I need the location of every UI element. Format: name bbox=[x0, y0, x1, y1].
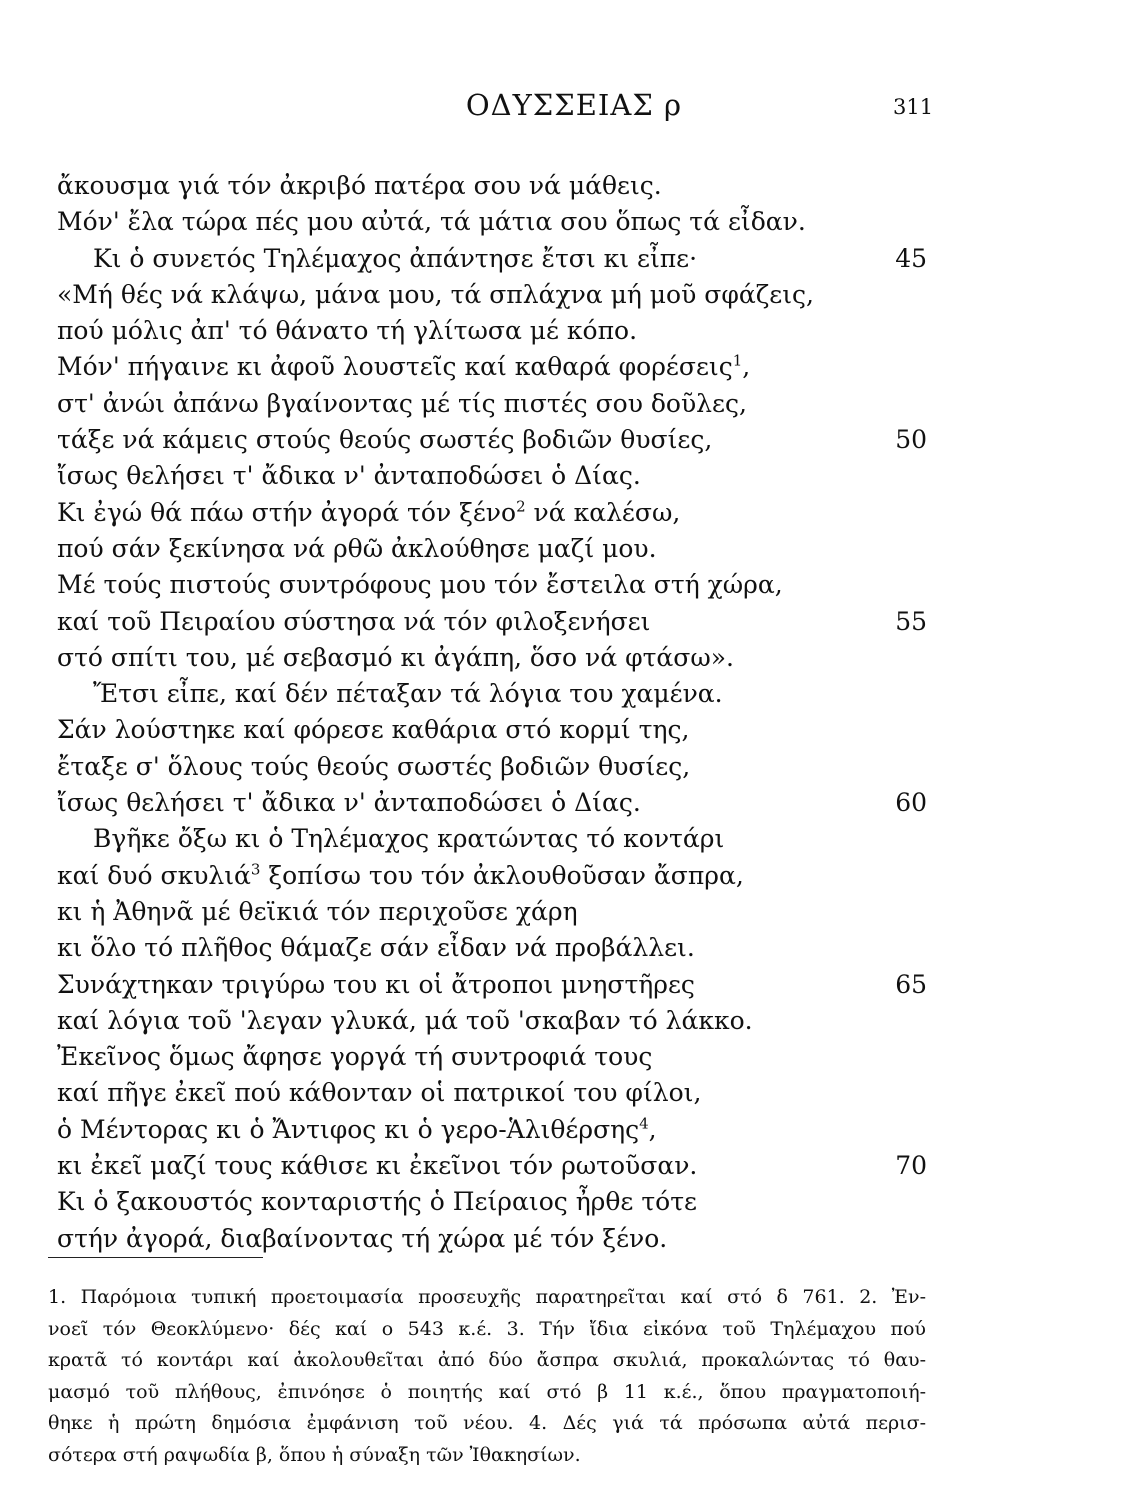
verse-line bbox=[57, 495, 927, 531]
footnote-marker: 3 bbox=[250, 860, 261, 879]
footnote-marker: 2 bbox=[516, 497, 526, 516]
footnote-line: θηκε ἡ πρώτη δημόσια ἐμφάνιση τοῦ νέου. 4. Δές γιά τά πρόσωπα αὐτά περισ- bbox=[48, 1412, 926, 1434]
verse-line bbox=[57, 930, 927, 966]
verse-line bbox=[57, 422, 927, 458]
verse-text: στήν ἀγορά, διαβαίνοντας τή χώρα μέ τόν ξένο. bbox=[57, 1223, 668, 1253]
verse-line bbox=[57, 676, 927, 712]
footnote-line: 1. Παρόμοια τυπική προετοιμασία προσευχῆς παρατηρεῖται καί στό δ 761. 2. Ἐν- bbox=[48, 1286, 926, 1308]
verse-line bbox=[57, 894, 927, 930]
verse-text: Ἐκεῖνος ὅμως ἄφησε γοργά τή συντροφιά τους bbox=[57, 1042, 653, 1072]
verse-line bbox=[57, 1039, 927, 1075]
footnotes bbox=[48, 1282, 926, 1471]
footnote-marker: 4 bbox=[639, 1114, 649, 1133]
verse-text: Μέ τούς πιστούς συντρόφους μου τόν ἔστειλα στή χώρα, bbox=[57, 570, 783, 600]
verse-line bbox=[57, 1112, 927, 1148]
verse-text: ἄκουσμα γιά τόν ἀκριβό πατέρα σου νά μάθεις. bbox=[57, 171, 662, 200]
verse-line bbox=[57, 604, 927, 640]
verse-line bbox=[57, 168, 927, 204]
footnote-line: νοεῖ τόν Θεοκλύμενο· δές καί ο 543 κ.έ. 3. Τήν ἴδια εἰκόνα τοῦ Τηλέμαχου πού bbox=[48, 1317, 926, 1340]
line-number: 65 bbox=[895, 969, 927, 999]
page-number: 311 bbox=[893, 95, 934, 119]
verse-line bbox=[57, 1221, 927, 1257]
verse-text: ἴσως θελήσει τ' ἄδικα ν' ἀνταποδώσει ὁ Δίας. bbox=[57, 788, 641, 818]
verse-line bbox=[57, 749, 927, 785]
verse-line bbox=[57, 241, 927, 277]
verse-text: Συνάχτηκαν τριγύρω του κι οἱ ἄτροποι μνηστῆρες bbox=[57, 969, 695, 999]
verse-line bbox=[57, 1075, 927, 1111]
footnote-rule bbox=[48, 1257, 263, 1258]
verse-text: πού σάν ξεκίνησα νά ρθῶ ἀκλούθησε μαζί μου. bbox=[57, 533, 657, 563]
verse-text: κι ὅλο τό πλῆθος θάμαζε σάν εἶδαν νά προβάλλει. bbox=[57, 933, 695, 963]
verse-line bbox=[57, 967, 927, 1003]
line-number: 70 bbox=[895, 1151, 927, 1181]
verse-line bbox=[57, 313, 927, 349]
verse-text: Κι ὁ ξακουστός κονταριστής ὁ Πείραιος ἦρθε τότε bbox=[57, 1187, 697, 1217]
verse-text: Κι ὁ συνετός Τηλέμαχος ἀπάντησε ἔτσι κι εἶπε· bbox=[93, 243, 698, 273]
verse-text: καί δυό σκυλιά$^3$ ξοπίσω του τόν ἀκλουθοῦσαν ἄσπρα, bbox=[57, 860, 744, 890]
line-number: 55 bbox=[895, 606, 927, 636]
verse-line bbox=[57, 204, 927, 240]
verse-text: Κι ἐγώ θά πάω στήν ἀγορά τόν ξένο$^2$ νά καλέσω, bbox=[57, 497, 681, 527]
verse-text: κι ἐκεῖ μαζί τους κάθισε κι ἐκεῖνοι τόν ρωτοῦσαν. bbox=[57, 1151, 698, 1181]
verse-line bbox=[57, 349, 927, 385]
verse-line bbox=[57, 1184, 927, 1220]
verse-line bbox=[57, 858, 927, 894]
verse-text: Ἔτσι εἶπε, καί δέν πέταξαν τά λόγια του χαμένα. bbox=[93, 679, 723, 709]
verse-text: ὁ Μέντορας κι ὁ Ἄντιφος κι ὁ γερο-Ἁλιθέρσης$^4$, bbox=[57, 1114, 657, 1144]
line-number: 60 bbox=[895, 788, 927, 818]
verse-text: καί πῆγε ἐκεῖ πού κάθονταν οἱ πατρικοί του φίλοι, bbox=[57, 1078, 702, 1108]
verse-text: καί λόγια τοῦ 'λεγαν γλυκά, μά τοῦ 'σκαβαν τό λάκκο. bbox=[57, 1005, 753, 1035]
verse-text: Βγῆκε ὄξω κι ὁ Τηλέμαχος κρατώντας τό κοντάρι bbox=[93, 824, 725, 854]
verse-line bbox=[57, 277, 927, 313]
verse-text: στό σπίτι του, μέ σεβασμό κι ἀγάπη, ὅσο νά φτάσω». bbox=[57, 642, 734, 672]
running-title: ΟΔΥΣΣΕΙΑΣ ρ bbox=[465, 88, 683, 122]
line-number: 45 bbox=[895, 243, 927, 273]
verse-line bbox=[57, 567, 927, 603]
footnote-line: σότερα στή ραψωδία β, ὅπου ἡ σύναξη τῶν Ἰθακησίων. bbox=[48, 1443, 581, 1466]
verse-text: ἔταξε σ' ὅλους τούς θεούς σωστές βοδιῶν θυσίες, bbox=[57, 751, 691, 781]
verse-text: κι ἡ Ἀθηνᾶ μέ θεϊκιά τόν περιχοῦσε χάρη bbox=[57, 896, 578, 926]
verse-text: καί τοῦ Πειραίου σύστησα νά τόν φιλοξενήσει bbox=[57, 606, 651, 636]
verse-text: τάξε νά κάμεις στούς θεούς σωστές βοδιῶν θυσίες, bbox=[57, 425, 713, 455]
verse-block bbox=[57, 168, 927, 1257]
verse-text: στ' ἀνώι ἀπάνω βγαίνοντας μέ τίς πιστές σου δοῦλες, bbox=[57, 388, 747, 418]
verse-line bbox=[57, 386, 927, 422]
verse-line bbox=[57, 821, 927, 857]
footnote-line: μασμό τοῦ πλήθους, ἐπινόησε ὁ ποιητής καί στό β 11 κ.έ., ὅπου πραγματοποιή- bbox=[48, 1380, 926, 1403]
verse-line bbox=[57, 712, 927, 748]
footnote-line: κρατᾶ τό κοντάρι καί ἀκολουθεῖται ἀπό δύο ἄσπρα σκυλιά, προκαλώντας τό θαυ- bbox=[48, 1349, 926, 1371]
footnote-marker: 1 bbox=[732, 352, 743, 371]
verse-text: ἴσως θελήσει τ' ἄδικα ν' ἀνταποδώσει ὁ Δίας. bbox=[57, 461, 641, 491]
verse-line bbox=[57, 1003, 927, 1039]
verse-line bbox=[57, 458, 927, 494]
verse-text: πού μόλις ἀπ' τό θάνατο τή γλίτωσα μέ κόπο. bbox=[57, 316, 638, 346]
verse-line bbox=[57, 1148, 927, 1184]
verse-text: Μόν' ἔλα τώρα πές μου αὐτά, τά μάτια σου ὅπως τά εἶδαν. bbox=[57, 207, 806, 237]
verse-line bbox=[57, 531, 927, 567]
verse-line bbox=[57, 785, 927, 821]
verse-text: «Μή θές νά κλάψω, μάνα μου, τά σπλάχνα μή μοῦ σφάζεις, bbox=[57, 279, 814, 309]
line-number: 50 bbox=[895, 425, 927, 455]
verse-text: Σάν λούστηκε καί φόρεσε καθάρια στό κορμί της, bbox=[57, 715, 690, 745]
verse-line bbox=[57, 640, 927, 676]
verse-text: Μόν' πήγαινε κι ἀφοῦ λουστεῖς καί καθαρά φορέσεις$^1$, bbox=[57, 352, 751, 382]
